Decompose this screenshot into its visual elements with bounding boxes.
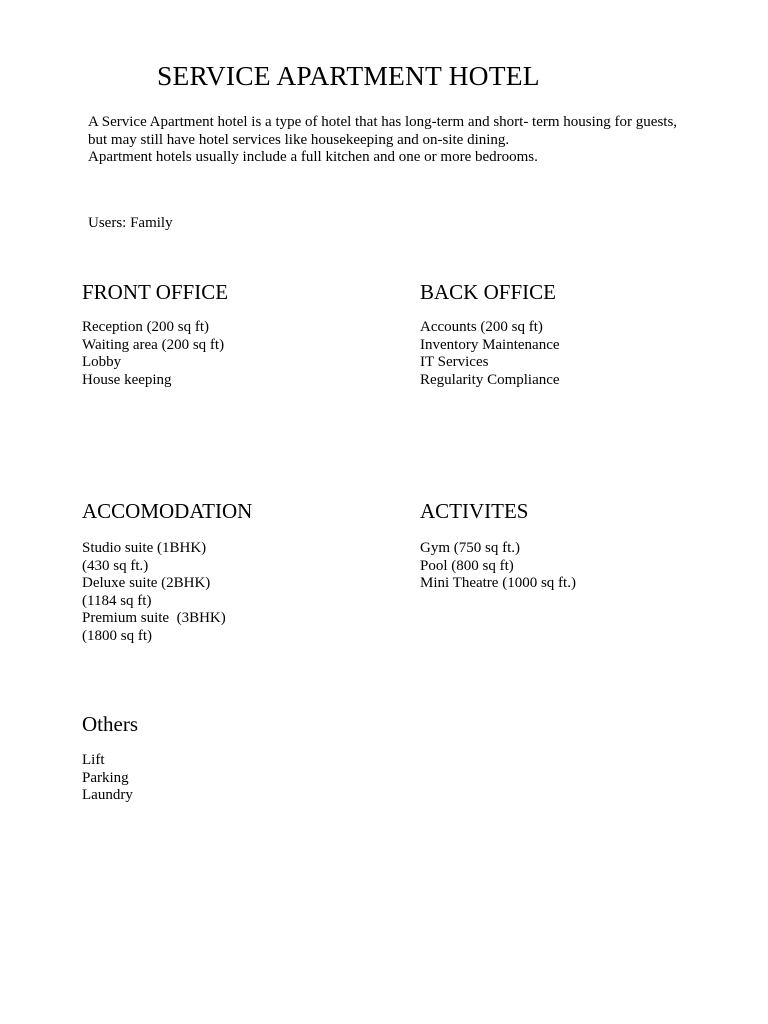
- others-list: [82, 752, 402, 805]
- list-item: (1184 sq ft): [82, 592, 152, 609]
- list-item: Accounts (200 sq ft): [420, 319, 543, 335]
- accomodation-section: [82, 498, 402, 645]
- list-item: Pool (800 sq ft): [420, 557, 514, 574]
- front-office-heading: FRONT OFFICE: [82, 280, 229, 304]
- page-title: SERVICE APARTMENT HOTEL: [157, 60, 540, 91]
- back-office-list: [420, 319, 740, 389]
- list-item: Deluxe suite (2BHK): [82, 575, 211, 591]
- list-item: IT Services: [420, 354, 489, 370]
- intro-line: but may still have hotel services like housekeeping and on-site dining.: [88, 131, 510, 148]
- list-item: Gym (750 sq ft.): [420, 540, 520, 556]
- others-heading: Others: [82, 712, 138, 736]
- list-item: Inventory Maintenance: [420, 336, 560, 353]
- list-item: (1800 sq ft): [82, 627, 152, 644]
- activites-section: [420, 498, 740, 593]
- intro-line: A Service Apartment hotel is a type of hotel that has long-term and short- term housing for guests,: [88, 114, 678, 130]
- list-item: House keeping: [82, 371, 172, 388]
- list-item: Reception (200 sq ft): [82, 319, 210, 335]
- intro-paragraph: [88, 114, 728, 167]
- list-item: Regularity Compliance: [420, 371, 560, 388]
- list-item: Premium suite (3BHK): [82, 610, 226, 626]
- front-office-list: [82, 319, 402, 389]
- others-section: [82, 711, 402, 805]
- list-item: Parking: [82, 769, 129, 786]
- activites-list: [420, 540, 740, 593]
- back-office-section: [420, 279, 740, 389]
- list-item: Waiting area (200 sq ft): [82, 336, 225, 353]
- list-item: Lobby: [82, 354, 122, 370]
- list-item: Mini Theatre (1000 sq ft.): [420, 575, 576, 591]
- back-office-heading: BACK OFFICE: [420, 280, 556, 304]
- intro-line: Apartment hotels usually include a full kitchen and one or more bedrooms.: [88, 149, 538, 165]
- list-item: (430 sq ft.): [82, 557, 149, 574]
- accomodation-list: [82, 540, 402, 645]
- activites-heading: ACTIVITES: [420, 499, 529, 523]
- front-office-section: [82, 279, 402, 389]
- list-item: Lift: [82, 752, 105, 768]
- accomodation-heading: ACCOMODATION: [82, 499, 253, 523]
- list-item: Laundry: [82, 787, 133, 803]
- users-line: Users: Family: [88, 215, 173, 231]
- list-item: Studio suite (1BHK): [82, 540, 207, 556]
